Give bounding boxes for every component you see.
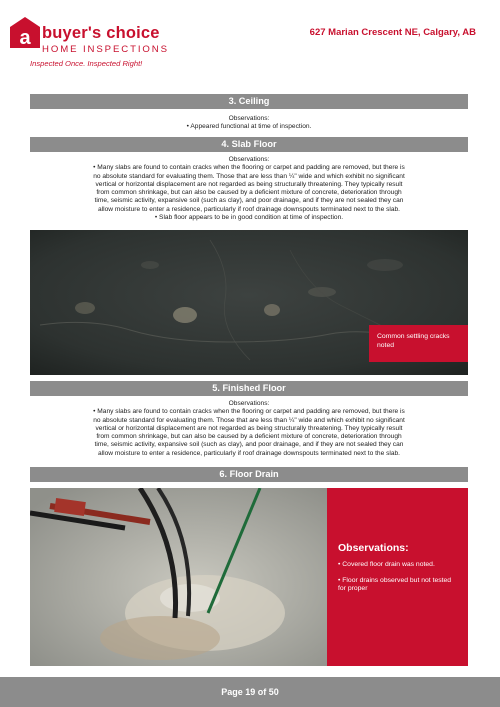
observation-line: allow moisture to enter a residence, particularly if roof drainage downspouts terminated next to the slab. <box>97 449 400 457</box>
page-footer <box>0 677 500 707</box>
observation-line: • Many slabs are found to contain cracks when the flooring or carpet and padding are removed, but there is <box>93 408 405 416</box>
ceiling-observations <box>40 115 458 132</box>
observation-line: no absolute standard for evaluating them. Those that are less than ¼" wide and which exhibit no significant <box>93 172 405 180</box>
observation-line: from common shrinkage, but can also be caused by a deficient mixture of concrete, deterioration through <box>96 189 402 197</box>
observation-line: allow moisture to enter a residence, particularly if roof drainage downspouts terminated next to the slab. <box>97 205 400 213</box>
section-title-ceiling: 3. Ceiling <box>30 94 468 109</box>
page-header <box>0 0 500 90</box>
observation-line: • Many slabs are found to contain cracks when the flooring or carpet and padding are removed, but there is <box>93 164 405 172</box>
finished-floor-observations <box>40 400 458 458</box>
brand-tagline: Inspected Once. Inspected Right! <box>30 59 143 68</box>
logo-letter: a <box>19 27 31 48</box>
observations-label: Observations: <box>228 400 270 407</box>
observation-line: time, seismic activity, expansive soil (such as clay), and poor drainage, and if they are not sealed they can <box>94 441 404 449</box>
property-address: 627 Marian Crescent NE, Calgary, AB <box>309 27 476 38</box>
section-title-floor-drain: 6. Floor Drain <box>30 467 468 482</box>
floor-drain-observations-panel <box>327 488 468 666</box>
slab-floor-observations <box>40 156 458 222</box>
brand-name: buyer's choice <box>42 24 160 42</box>
observation-line: from common shrinkage, but can also be caused by a deficient mixture of concrete, deterioration through <box>96 433 402 441</box>
section-title-finished-floor: 5. Finished Floor <box>30 381 468 396</box>
slab-photo-caption: Common settling cracks noted <box>369 325 468 362</box>
observation-line: no absolute standard for evaluating them. Those that are less than ¼" wide and which exhibit no significant <box>93 416 405 424</box>
panel-item: • Covered floor drain was noted. <box>338 561 435 568</box>
observation-line: time, seismic activity, expansive soil (such as clay), and poor drainage, and if they are not sealed they can <box>94 197 404 205</box>
observation-line: • Appeared functional at time of inspection. <box>186 123 312 131</box>
panel-title: Observations: <box>338 542 409 554</box>
house-logo-icon <box>10 17 40 48</box>
panel-item: • Floor drains observed but not tested for proper <box>338 576 452 593</box>
observation-line: vertical or horizontal displacement are not regarded as being structurally threatening. They typically result <box>95 180 403 188</box>
page-number: Page 19 of 50 <box>221 687 279 697</box>
floor-drain-photo <box>30 488 327 666</box>
section-title-slab-floor: 4. Slab Floor <box>30 137 468 152</box>
observations-label: Observations: <box>228 115 270 122</box>
observation-line: • Slab floor appears to be in good condition at time of inspection. <box>154 214 344 222</box>
observations-label: Observations: <box>228 156 270 163</box>
observation-line: vertical or horizontal displacement are not regarded as being structurally threatening. They typically result <box>95 424 403 432</box>
brand-subtitle: HOME INSPECTIONS <box>42 44 169 55</box>
